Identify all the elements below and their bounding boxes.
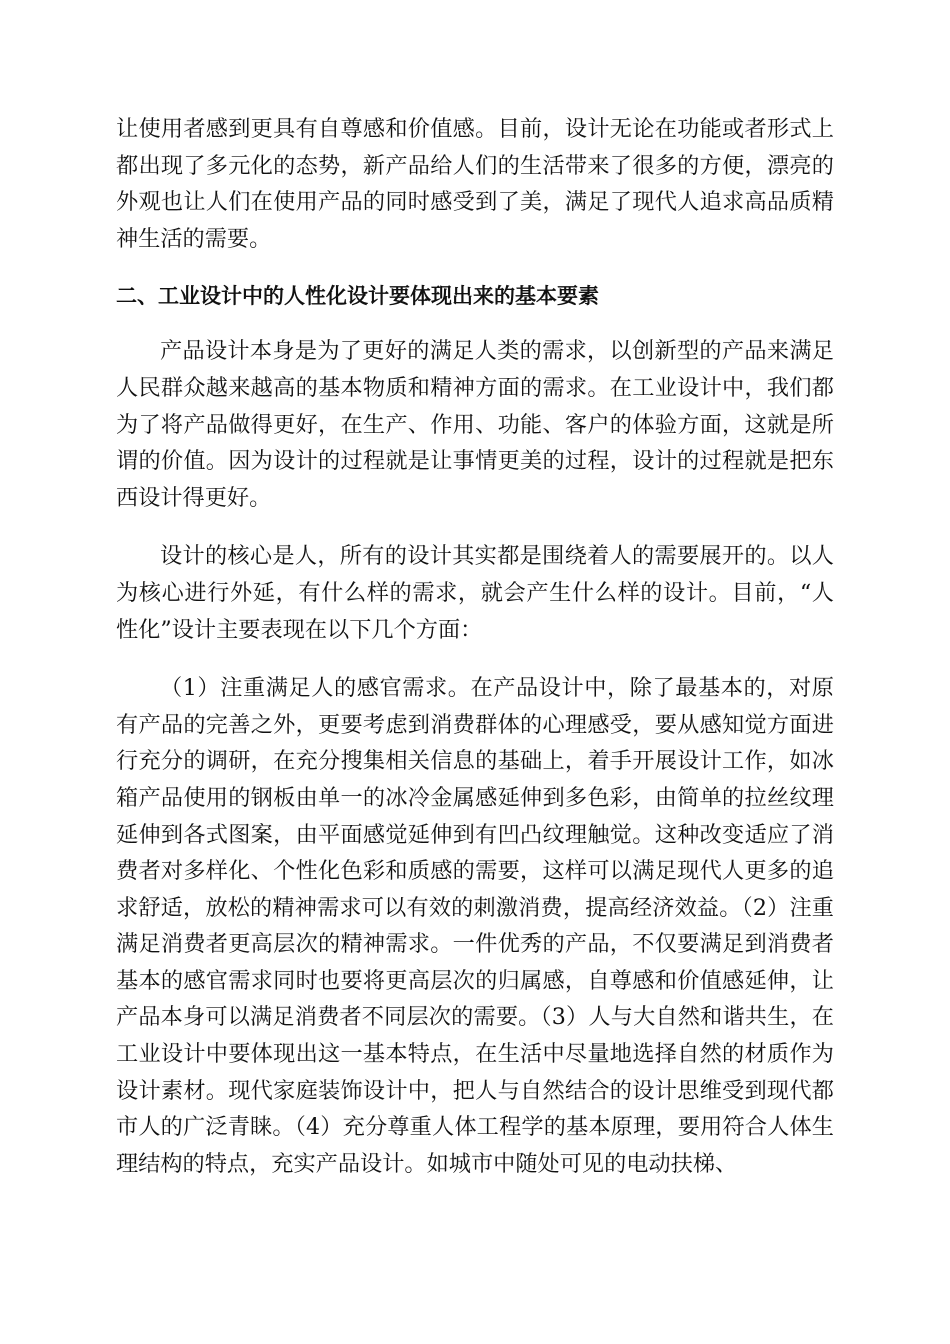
- paragraph-spacer: [116, 648, 834, 670]
- section-heading: 二、工业设计中的人性化设计要体现出来的基本要素: [116, 284, 599, 309]
- paragraph-design-core: 设计的核心是人，所有的设计其实都是围绕着人的需要展开的。以人为核心进行外延，有什么样的需求，就会产生什么样的设计。目前，“人性化”设计主要表现在以下几个方面：: [116, 543, 834, 643]
- paragraph-continuation: 让使用者感到更具有自尊感和价值感。目前，设计无论在功能或者形式上都出现了多元化的态势，新产品给人们的生活带来了很多的方便，漂亮的外观也让人们在使用产品的同时感受到了美，满足了现代人追求高品质精神生活的需要。: [116, 116, 834, 252]
- paragraph-aspects-list: （1）注重满足人的感官需求。在产品设计中，除了最基本的，对原有产品的完善之外，更要考虑到消费群体的心理感受，要从感知觉方面进行充分的调研，在充分搜集相关信息的基础上，着手开展设计工作，如冰箱产品使用的钢板由单一的冰冷金属感延伸到多色彩，由简单的拉丝纹理延伸到各式图案，由平面感觉延伸到有凹凸纹理触觉。这种改变适应了消费者对多样化、个性化色彩和质感的需要，这样可以满足现代人更多的追求舒适，放松的精神需求可以有效的刺激消费，提高经济效益。（2）注重满足消费者更高层次的精神需求。一件优秀的产品，不仅要满足到消费者基本的感官需求同时也要将更高层次的归属感，自尊感和价值感延伸，让产品本身可以满足消费者不同层次的需要。（3）人与大自然和谐共生，在工业设计中要体现出这一基本特点，在生活中尽量地选择自然的材质作为设计素材。现代家庭装饰设计中，把人与自然结合的设计思维受到现代都市人的广泛青睐。（4）充分尊重人体工程学的基本原理，要用符合人体生理结构的特点，充实产品设计。如城市中随处可见的电动扶梯、: [116, 675, 834, 1177]
- document-page: [116, 111, 834, 1182]
- paragraph-product-design: 产品设计本身是为了更好的满足人类的需求，以创新型的产品来满足人民群众越来越高的基本物质和精神方面的需求。在工业设计中，我们都为了将产品做得更好，在生产、作用、功能、客户的体验方面，这就是所谓的价值。因为设计的过程就是让事情更美的过程，设计的过程就是把东西设计得更好。: [116, 338, 834, 511]
- paragraph-spacer: [116, 516, 834, 538]
